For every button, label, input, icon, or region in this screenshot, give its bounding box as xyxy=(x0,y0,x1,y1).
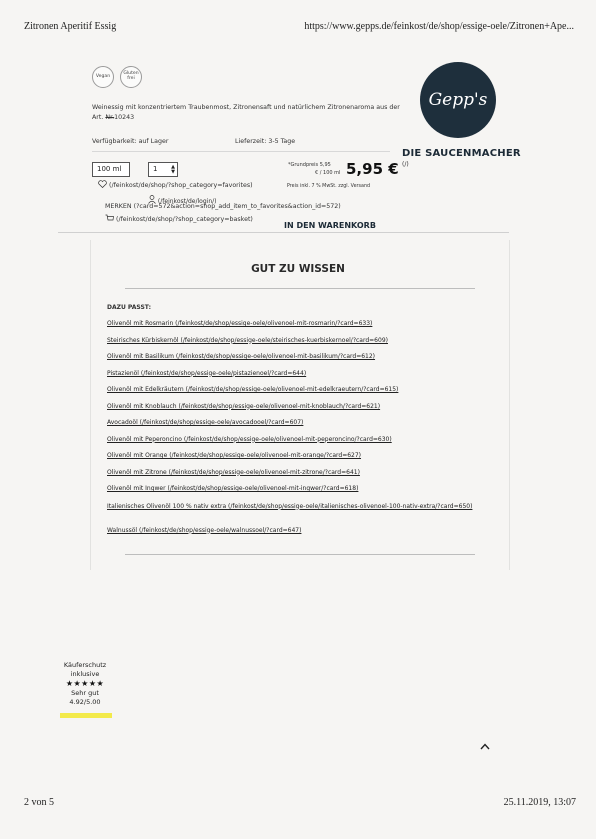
merken-label: MERKEN (?card=572&action=shop_add_item_to_favorites&action_id=572) xyxy=(105,203,341,210)
basket-link[interactable]: (/feinkost/de/shop/?shop_category=basket) xyxy=(105,214,253,223)
availability: Verfügbarkeit: auf Lager xyxy=(92,138,169,145)
vegan-badge: Vegan xyxy=(92,66,114,88)
base-price-line1: *Grundpreis 5,95 xyxy=(288,162,331,168)
art-nr-struck: Nr. xyxy=(105,113,115,121)
chevron-up-icon[interactable] xyxy=(480,739,490,753)
related-link[interactable]: Olivenöl mit Ingwer (/feinkost/de/shop/essige-oele/olivenoel-mit-ingwer/?card=618) xyxy=(107,485,359,492)
login-link[interactable]: (/feinkost/de/login/) xyxy=(148,195,217,206)
merken-link[interactable] xyxy=(105,203,341,210)
section-bottom-rule xyxy=(125,554,475,555)
related-link[interactable]: Olivenöl mit Knoblauch (/feinkost/de/shop/essige-oele/olivenoel-mit-knoblauch/?card=621) xyxy=(107,402,381,410)
product-badges xyxy=(92,66,142,88)
related-link[interactable]: Italienisches Olivenöl 100 % nativ extra (/feinkost/de/shop/essige-oele/italienisches-olivenoel-100-nativ-extra/?card=650) xyxy=(107,502,473,510)
size-select[interactable]: 100 ml xyxy=(92,162,130,177)
favorites-link[interactable]: (/feinkost/de/shop/?shop_category=favorites) xyxy=(98,180,253,189)
related-link[interactable]: Walnussöl (/feinkost/de/shop/essige-oele/walnussoel/?card=647) xyxy=(107,526,302,534)
related-link[interactable]: Steirisches Kürbiskernöl (/feinkost/de/shop/essige-oele/steirisches-kuerbiskernoel/?card=609) xyxy=(107,336,388,344)
cart-icon xyxy=(105,214,114,222)
art-number: 10243 xyxy=(114,113,135,121)
related-link[interactable]: Olivenöl mit Rosmarin (/feinkost/de/shop/essige-oele/olivenoel-mit-rosmarin/?card=633) xyxy=(107,320,373,327)
page-number: 2 von 5 xyxy=(24,797,54,808)
print-header-url: https://www.gepps.de/feinkost/de/shop/essige-oele/Zitronen+Ape... xyxy=(304,21,574,32)
trust-line1: Käuferschutz xyxy=(63,661,107,669)
stepper-arrows-icon[interactable]: ▲ ▼ xyxy=(171,164,175,175)
related-link[interactable]: Pistazienöl (/feinkost/de/shop/essige-oele/pistazienoel/?card=644) xyxy=(107,369,307,377)
related-link[interactable]: Olivenöl mit Basilikum (/feinkost/de/shop/essige-oele/olivenoel-mit-basilikum/?card=612) xyxy=(107,353,376,360)
gluten-free-badge: Gluten frei xyxy=(120,66,142,88)
brand-logo[interactable] xyxy=(420,62,496,138)
related-links xyxy=(107,320,487,543)
vat-note: Preis inkl. 7 % MwSt. zzgl. Versand xyxy=(287,184,371,189)
base-price-line2: € / 100 ml xyxy=(315,170,341,176)
trust-badge[interactable] xyxy=(52,661,118,707)
divider xyxy=(92,151,390,152)
trust-line2: inklusive xyxy=(70,669,100,678)
heart-icon xyxy=(98,180,107,188)
related-link[interactable]: Olivenöl mit Peperoncino (/feinkost/de/shop/essige-oele/olivenoel-mit-peperoncino/?card=630) xyxy=(107,435,392,443)
quantity-value: 1 xyxy=(153,165,158,173)
section-divider xyxy=(58,232,509,233)
related-link[interactable]: Avocadoöl (/feinkost/de/shop/essige-oele/avocadooel/?card=607) xyxy=(107,419,304,426)
rating-stars: ★★★★★ xyxy=(65,678,105,688)
print-timestamp: 25.11.2019, 13:07 xyxy=(503,797,576,808)
highlighter-mark xyxy=(60,713,112,718)
maker-link[interactable]: (/) xyxy=(402,161,409,168)
rating-text: Sehr gut xyxy=(71,689,99,698)
maker-title[interactable]: DIE SAUCENMACHER xyxy=(402,148,521,159)
product-price: 5,95 € xyxy=(346,160,399,178)
section-subtitle: DAZU PASST: xyxy=(107,304,151,311)
brand-logo-text: Gepp's xyxy=(428,90,488,110)
rating-score: 4.92/5.00 xyxy=(69,698,101,707)
related-link[interactable]: Olivenöl mit Edelkräutern (/feinkost/de/shop/essige-oele/olivenoel-mit-edelkraeutern/?card=615) xyxy=(107,386,399,393)
section-title-rule xyxy=(125,288,475,289)
product-description: Weinessig mit konzentriertem Traubenmost, Zitronensaft und natürlichem Zitronenaroma aus der Art. Nr.10243 xyxy=(92,104,400,121)
related-link[interactable]: Olivenöl mit Zitrone (/feinkost/de/shop/essige-oele/olivenoel-mit-zitrone/?card=641) xyxy=(107,468,360,476)
add-to-cart-button[interactable]: IN DEN WARENKORB xyxy=(284,221,376,230)
delivery-time: Lieferzeit: 3-5 Tage xyxy=(235,138,296,145)
section-title: GUT ZU WISSEN xyxy=(251,263,345,275)
print-header-title: Zitronen Aperitif Essig xyxy=(24,21,117,32)
related-link[interactable]: Olivenöl mit Orange (/feinkost/de/shop/essige-oele/olivenoel-mit-orange/?card=627) xyxy=(107,452,362,459)
quantity-stepper[interactable] xyxy=(148,162,178,177)
